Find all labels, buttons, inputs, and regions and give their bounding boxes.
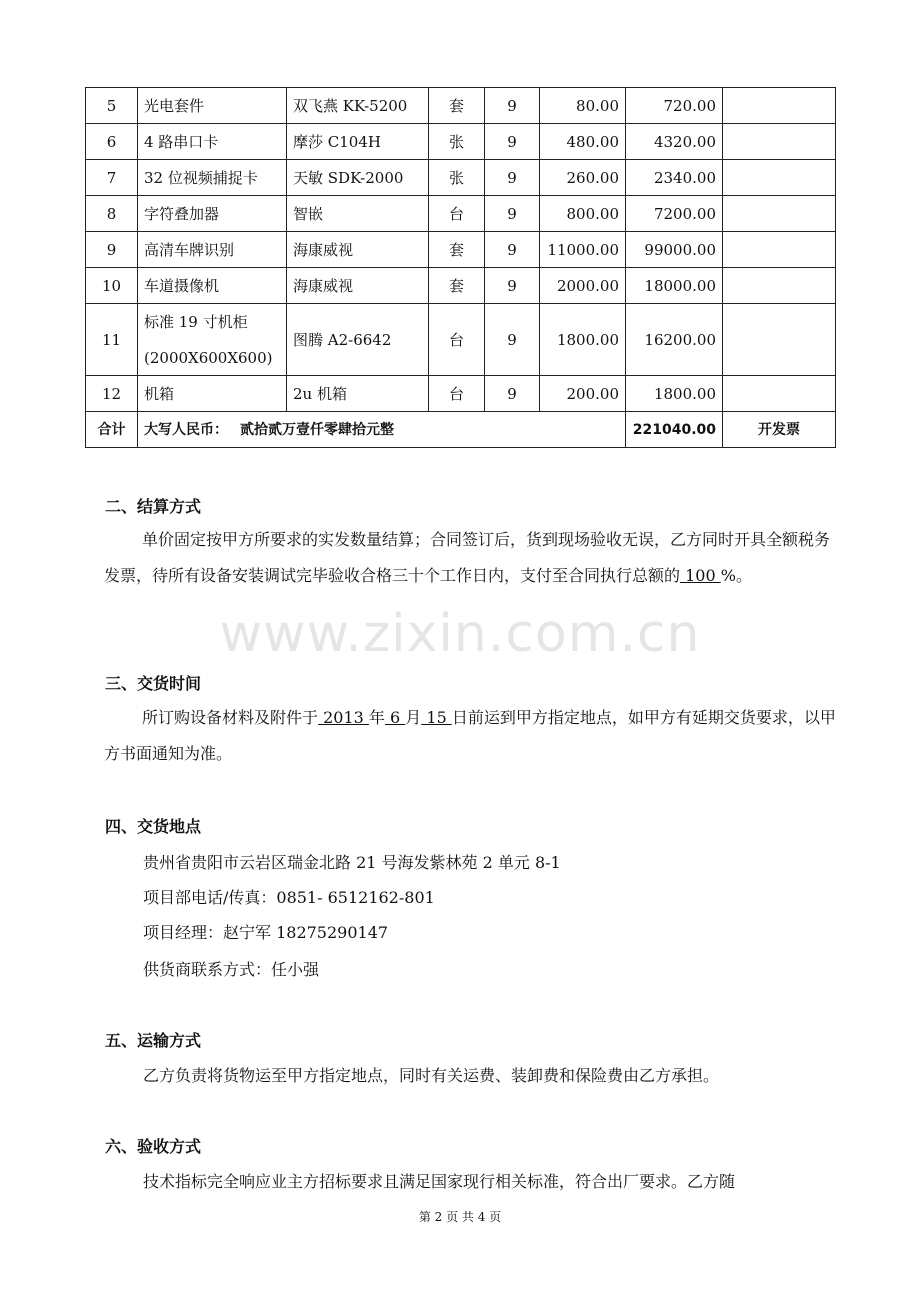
section-heading-settlement: 二、结算方式 bbox=[105, 497, 202, 516]
equipment-table bbox=[85, 87, 836, 448]
item-amount: 1800.00 bbox=[626, 376, 723, 412]
item-price: 80.00 bbox=[540, 88, 626, 124]
item-model: 海康威视 bbox=[287, 232, 429, 268]
delivery-text-4: 日前运到甲方指定地点，如甲方有延期交货要求，以甲方书面通知为准。 bbox=[104, 708, 836, 763]
item-name-line2: (2000X600X600) bbox=[144, 348, 273, 367]
table-row bbox=[86, 160, 836, 196]
item-name: 高清车牌识别 bbox=[138, 232, 287, 268]
row-number: 12 bbox=[86, 376, 138, 412]
delivery-year: 2013 bbox=[318, 708, 369, 727]
item-note bbox=[723, 232, 836, 268]
item-price: 800.00 bbox=[540, 196, 626, 232]
item-amount: 720.00 bbox=[626, 88, 723, 124]
table-row bbox=[86, 304, 836, 376]
item-qty: 9 bbox=[485, 88, 540, 124]
row-number: 6 bbox=[86, 124, 138, 160]
item-price: 260.00 bbox=[540, 160, 626, 196]
item-amount: 4320.00 bbox=[626, 124, 723, 160]
total-label: 合计 bbox=[86, 412, 138, 448]
item-name bbox=[138, 304, 287, 376]
supplier-contact: 供货商联系方式：任小强 bbox=[143, 960, 320, 979]
watermark: www.zixin.com.cn bbox=[219, 604, 701, 664]
item-qty: 9 bbox=[485, 160, 540, 196]
item-qty: 9 bbox=[485, 196, 540, 232]
row-number: 10 bbox=[86, 268, 138, 304]
item-qty: 9 bbox=[485, 304, 540, 376]
settlement-text-end: %。 bbox=[720, 566, 752, 585]
item-unit: 台 bbox=[429, 196, 485, 232]
item-name: 4 路串口卡 bbox=[138, 124, 287, 160]
item-price: 1800.00 bbox=[540, 304, 626, 376]
item-note bbox=[723, 124, 836, 160]
delivery-month: 6 bbox=[384, 708, 406, 727]
row-number: 9 bbox=[86, 232, 138, 268]
item-unit: 张 bbox=[429, 160, 485, 196]
item-name-line1: 标准 19 寸机柜 bbox=[144, 312, 248, 331]
item-note bbox=[723, 304, 836, 376]
capital-value: 贰拾贰万壹仟零肆拾元整 bbox=[240, 421, 394, 438]
item-qty: 9 bbox=[485, 232, 540, 268]
table-row bbox=[86, 232, 836, 268]
delivery-day: 15 bbox=[421, 708, 452, 727]
settlement-percent: 100 bbox=[680, 566, 721, 585]
item-note bbox=[723, 376, 836, 412]
item-model: 天敏 SDK-2000 bbox=[287, 160, 429, 196]
settlement-paragraph bbox=[104, 522, 836, 594]
item-price: 2000.00 bbox=[540, 268, 626, 304]
item-unit: 套 bbox=[429, 88, 485, 124]
total-capital bbox=[138, 412, 626, 448]
total-note: 开发票 bbox=[723, 412, 836, 448]
settlement-text: 单价固定按甲方所要求的实发数量结算；合同签订后，货到现场验收无误，乙方同时开具全额税务发票，待所有设备安装调试完毕验收合格三十个工作日内，支付至合同执行总额的 bbox=[104, 530, 831, 585]
item-name: 光电套件 bbox=[138, 88, 287, 124]
item-unit: 套 bbox=[429, 232, 485, 268]
row-number: 8 bbox=[86, 196, 138, 232]
item-unit: 台 bbox=[429, 304, 485, 376]
item-price: 11000.00 bbox=[540, 232, 626, 268]
section-heading-acceptance: 六、验收方式 bbox=[105, 1137, 202, 1156]
item-qty: 9 bbox=[485, 268, 540, 304]
item-unit: 台 bbox=[429, 376, 485, 412]
section-heading-delivery-place: 四、交货地点 bbox=[105, 817, 202, 836]
item-unit: 套 bbox=[429, 268, 485, 304]
item-amount: 18000.00 bbox=[626, 268, 723, 304]
delivery-address: 贵州省贵阳市云岩区瑞金北路 21 号海发紫林苑 2 单元 8-1 bbox=[143, 853, 561, 872]
page-footer: 第 2 页 共 4 页 bbox=[418, 1210, 502, 1224]
total-amount: 221040.00 bbox=[626, 412, 723, 448]
item-amount: 99000.00 bbox=[626, 232, 723, 268]
item-model: 摩莎 C104H bbox=[287, 124, 429, 160]
section-heading-transport: 五、运输方式 bbox=[105, 1031, 202, 1050]
item-model: 图腾 A2-6642 bbox=[287, 304, 429, 376]
item-amount: 2340.00 bbox=[626, 160, 723, 196]
item-amount: 7200.00 bbox=[626, 196, 723, 232]
item-price: 200.00 bbox=[540, 376, 626, 412]
project-manager: 项目经理：赵宁军 18275290147 bbox=[143, 923, 389, 942]
item-unit: 张 bbox=[429, 124, 485, 160]
table-row bbox=[86, 376, 836, 412]
item-price: 480.00 bbox=[540, 124, 626, 160]
section-heading-delivery-time: 三、交货时间 bbox=[105, 674, 202, 693]
row-number: 7 bbox=[86, 160, 138, 196]
delivery-text-1: 所订购设备材料及附件于 bbox=[142, 708, 319, 727]
table-row bbox=[86, 88, 836, 124]
delivery-text-3: 月 bbox=[405, 708, 422, 727]
total-row bbox=[86, 412, 836, 448]
item-qty: 9 bbox=[485, 376, 540, 412]
row-number: 5 bbox=[86, 88, 138, 124]
table-row bbox=[86, 268, 836, 304]
item-name: 机箱 bbox=[138, 376, 287, 412]
item-model: 2u 机箱 bbox=[287, 376, 429, 412]
item-name: 32 位视频捕捉卡 bbox=[138, 160, 287, 196]
item-note bbox=[723, 268, 836, 304]
capital-label: 大写人民币： bbox=[144, 421, 228, 438]
item-amount: 16200.00 bbox=[626, 304, 723, 376]
table-row bbox=[86, 124, 836, 160]
item-note bbox=[723, 88, 836, 124]
item-model: 海康威视 bbox=[287, 268, 429, 304]
item-name: 车道摄像机 bbox=[138, 268, 287, 304]
item-qty: 9 bbox=[485, 124, 540, 160]
item-note bbox=[723, 196, 836, 232]
item-model: 智嵌 bbox=[287, 196, 429, 232]
acceptance-text: 技术指标完全响应业主方招标要求且满足国家现行相关标准，符合出厂要求。乙方随 bbox=[143, 1172, 736, 1191]
row-number: 11 bbox=[86, 304, 138, 376]
project-phone: 项目部电话/传真：0851- 6512162-801 bbox=[143, 888, 435, 907]
delivery-time-paragraph bbox=[104, 700, 836, 772]
transport-text: 乙方负责将货物运至甲方指定地点，同时有关运费、装卸费和保险费由乙方承担。 bbox=[143, 1066, 720, 1085]
item-model: 双飞燕 KK-5200 bbox=[287, 88, 429, 124]
item-name: 字符叠加器 bbox=[138, 196, 287, 232]
delivery-text-2: 年 bbox=[368, 708, 385, 727]
item-note bbox=[723, 160, 836, 196]
table-row bbox=[86, 196, 836, 232]
